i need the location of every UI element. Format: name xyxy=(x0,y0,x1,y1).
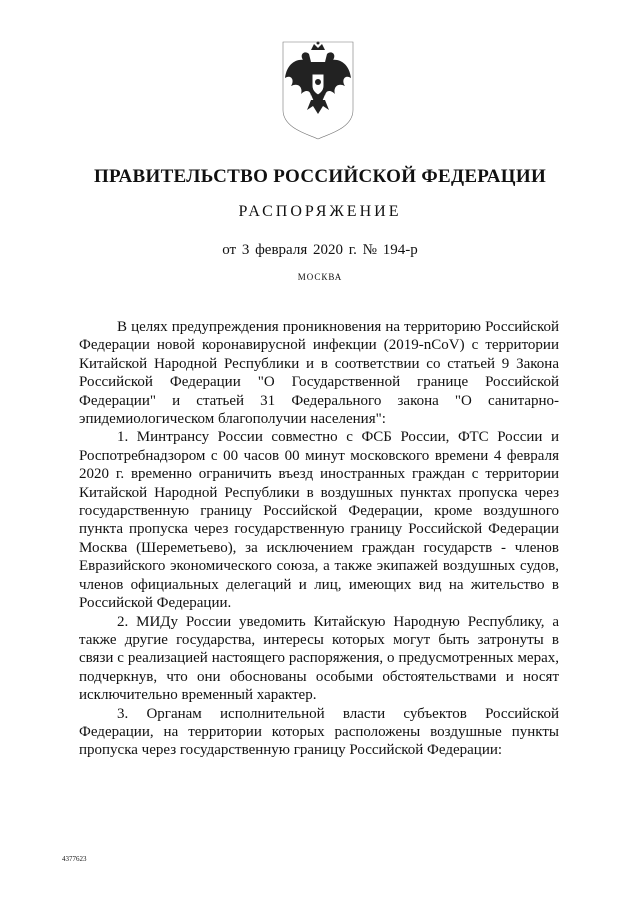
clause-3-paragraph: 3. Органам исполнительной власти субъектов Российской Федерации, на территории которых расположены воздушные пункты пропуска через государственную границу Российской Федерации: xyxy=(79,705,559,759)
clause-1-paragraph: 1. Минтрансу России совместно с ФСБ России, ФТС России и Роспотребнадзором с 00 часов 00 минут московского времени 4 февраля 2020 г. временно ограничить въезд иностранных граждан с территории Китайской Народной Республики в воздушных пунктах пропуска через государственную границу Российской Федерации, кроме воздушного пункта пропуска через государственную границу Российской Федерации Москва (Шереметьево), за исключением граждан государств - членов Евразийского экономического союза, а также экипажей воздушных судов, членов официальных делегаций и лиц, имеющих вид на жительство в Российской Федерации. xyxy=(79,429,559,612)
document-body xyxy=(79,318,559,760)
russian-coat-of-arms-icon xyxy=(281,40,355,140)
document-date-number: от 3 февраля 2020 г. № 194-р xyxy=(222,242,418,258)
clause-2-paragraph: 2. МИДу России уведомить Китайскую Народную Республику, а также другие государства, интересы которых могут быть затронуты в связи с реализацией настоящего распоряжения, о предусмотренных мерах, подчеркнув, что они обоснованы особыми обстоятельствами и носят исключительно временный характер. xyxy=(79,613,559,704)
document-code: 4377623 xyxy=(62,855,87,863)
document-city: МОСКВА xyxy=(297,272,343,282)
preamble-paragraph: В целях предупреждения проникновения на территорию Российской Федерации новой коронавирусной инфекции (2019-nCoV) с территории Китайской Народной Республики и в соответствии со статьей 9 Закона Российской Федерации "О Государственной границе Российской Федерации" и статьей 31 Федерального закона "О санитарно-эпидемиологическом благополучии населения": xyxy=(79,319,559,428)
document-type: РАСПОРЯЖЕНИЕ xyxy=(238,203,402,220)
government-title: ПРАВИТЕЛЬСТВО РОССИЙСКОЙ ФЕДЕРАЦИИ xyxy=(93,166,547,187)
